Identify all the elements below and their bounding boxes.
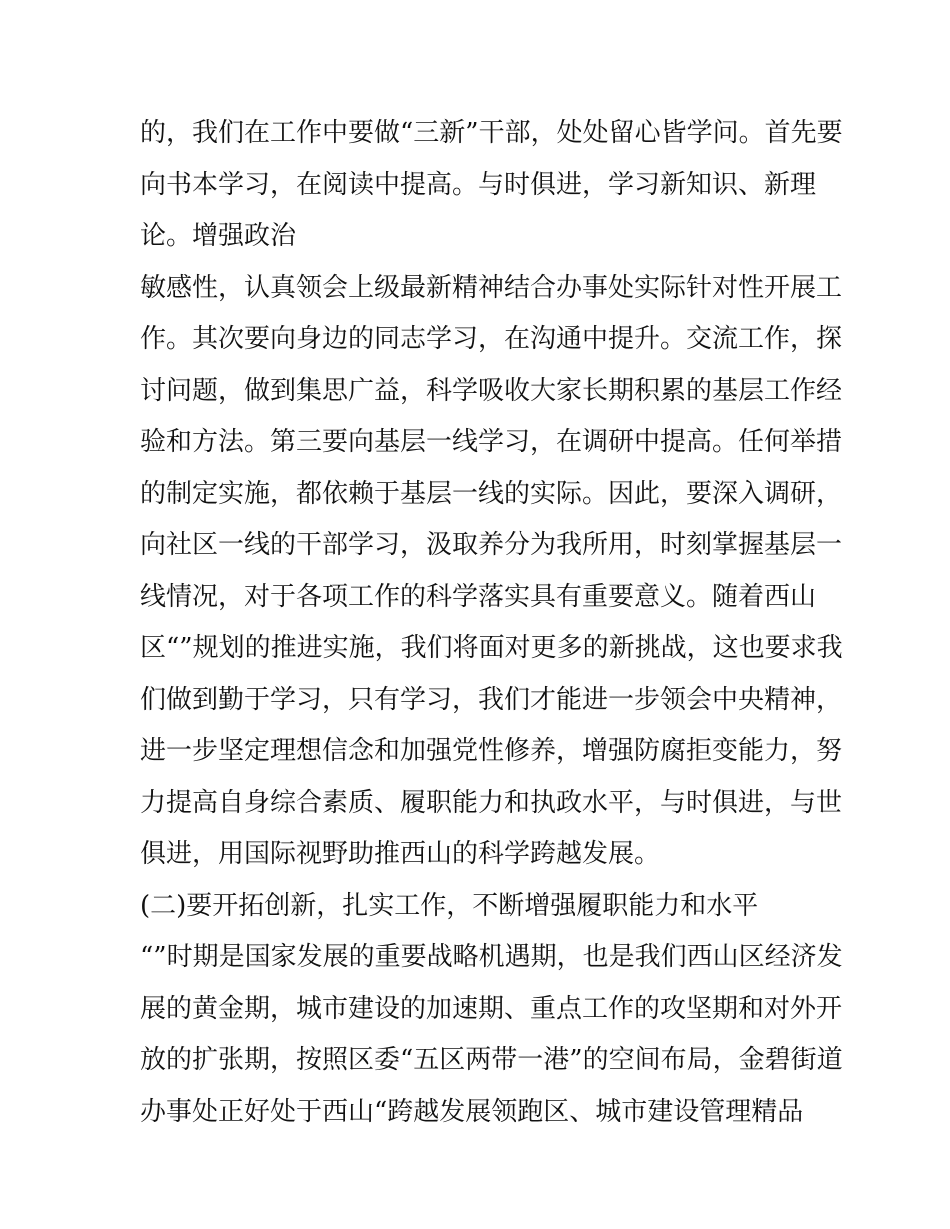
text-line: “”时期是国家发展的重要战略机遇期，也是我们西山区经济发 [140,942,843,972]
text-line: 论。增强政治 [140,221,297,251]
text-line: 敏感性，认真领会上级最新精神结合办事处实际针对性开展工 [140,272,843,303]
text-line: 们做到勤于学习，只有学习，我们才能进一步领会中央精神， [140,684,843,715]
text-line: 向社区一线的干部学习，汲取养分为我所用，时刻掌握基层一 [140,530,843,560]
text-line: 进一步坚定理想信念和加强党性修养，增强防腐拒变能力，努 [140,736,843,766]
section-heading: (二)要开拓创新，扎实工作，不断增强履职能力和水平 [140,890,759,921]
text-line: 区“”规划的推进实施，我们将面对更多的新挑战，这也要求我 [140,633,843,663]
text-line: 的制定实施，都依赖于基层一线的实际。因此，要深入调研， [140,478,843,509]
text-line: 讨问题，做到集思广益，科学吸收大家长期积累的基层工作经 [140,375,843,406]
text-line: 验和方法。第三要向基层一线学习，在调研中提高。任何举措 [140,427,843,457]
text-line: 俱进，用国际视野助推西山的科学跨越发展。 [140,839,661,869]
text-line: 力提高自身综合素质、履职能力和执政水平，与时俱进，与世 [140,787,843,818]
text-line: 线情况，对于各项工作的科学落实具有重要意义。随着西山 [140,581,817,612]
text-line: 展的黄金期，城市建设的加速期、重点工作的攻坚期和对外开 [140,993,843,1024]
text-line: 的，我们在工作中要做“三新”干部，处处留心皆学问。首先要 [140,118,843,148]
body-text [140,108,843,1138]
text-line: 作。其次要向身边的同志学习，在沟通中提升。交流工作，探 [140,324,843,354]
text-line: 办事处正好处于西山“跨越发展领跑区、城市建设管理精品 [140,1096,804,1127]
text-line: 向书本学习，在阅读中提高。与时俱进，学习新知识、新理 [140,169,817,200]
text-line: 放的扩张期，按照区委“五区两带一港”的空间布局，金碧街道 [140,1045,843,1075]
